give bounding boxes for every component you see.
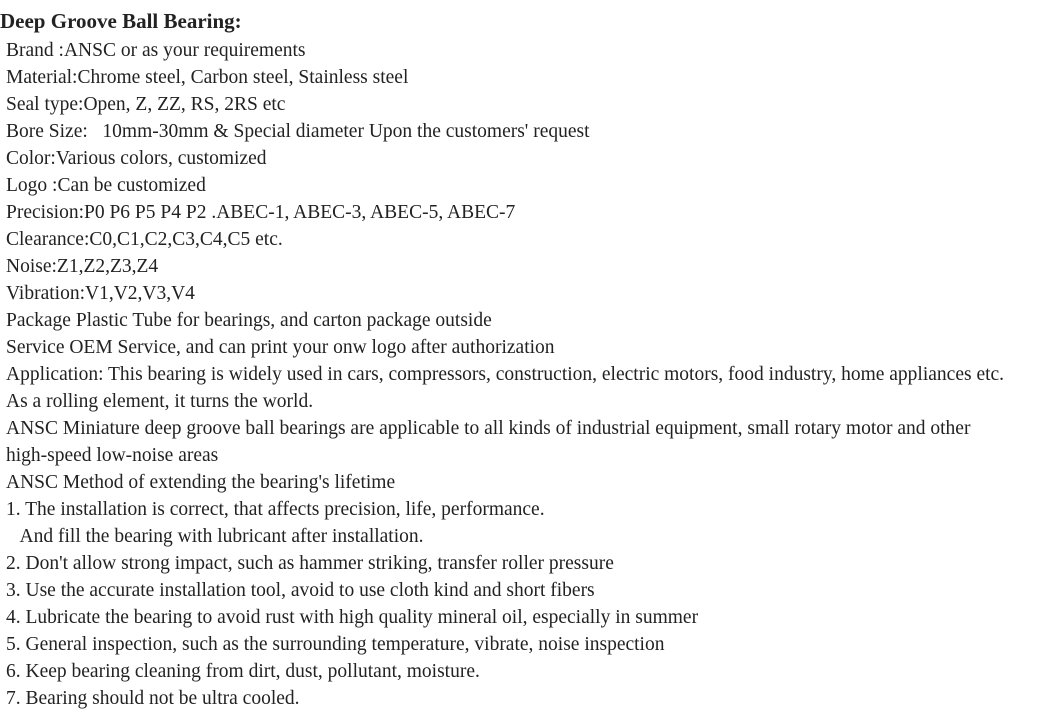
list-item: 1. The installation is correct, that affects precision, life, performance. — [6, 499, 545, 520]
spec-clearance: Clearance:C0,C1,C2,C3,C4,C5 etc. — [6, 229, 283, 250]
spec-service: Service OEM Service, and can print your onw logo after authorization — [6, 337, 555, 358]
spec-vibration: Vibration:V1,V2,V3,V4 — [6, 283, 195, 304]
list-item: 7. Bearing should not be ultra cooled. — [6, 688, 300, 709]
list-item: And fill the bearing with lubricant after installation. — [6, 526, 424, 547]
spec-material: Material:Chrome steel, Carbon steel, Stainless steel — [6, 67, 409, 88]
spec-application: Application: This bearing is widely used in cars, compressors, construction, electric motors, food industry, home appliances etc. As a rolling element, it turns the world. — [6, 364, 1005, 412]
spec-logo: Logo :Can be customized — [6, 175, 206, 196]
spec-miniature: ANSC Miniature deep groove ball bearings are applicable to all kinds of industrial equipment, small rotary motor and other high-speed low-noise areas — [6, 418, 971, 466]
page-title: Deep Groove Ball Bearing: — [0, 9, 242, 33]
spec-list — [0, 37, 1038, 712]
list-item: 6. Keep bearing cleaning from dirt, dust, pollutant, moisture. — [6, 661, 480, 682]
spec-package: Package Plastic Tube for bearings, and carton package outside — [6, 310, 492, 331]
list-item: 5. General inspection, such as the surrounding temperature, vibrate, noise inspection — [6, 634, 665, 655]
spec-color: Color:Various colors, customized — [6, 148, 267, 169]
tips-list — [6, 496, 1038, 712]
spec-noise: Noise:Z1,Z2,Z3,Z4 — [6, 256, 159, 277]
list-item: 3. Use the accurate installation tool, avoid to use cloth kind and short fibers — [6, 580, 595, 601]
spec-precision: Precision:P0 P6 P5 P4 P2 .ABEC-1, ABEC-3, ABEC-5, ABEC-7 — [6, 202, 516, 223]
spec-seal-type: Seal type:Open, Z, ZZ, RS, 2RS etc — [6, 94, 286, 115]
spec-brand: Brand :ANSC or as your requirements — [6, 40, 306, 61]
spec-bore-size: Bore Size: 10mm-30mm & Special diameter Upon the customers' request — [6, 121, 590, 142]
list-item: 2. Don't allow strong impact, such as hammer striking, transfer roller pressure — [6, 553, 614, 574]
list-item: 4. Lubricate the bearing to avoid rust with high quality mineral oil, especially in summer — [6, 607, 699, 628]
method-title: ANSC Method of extending the bearing's lifetime — [6, 472, 396, 493]
